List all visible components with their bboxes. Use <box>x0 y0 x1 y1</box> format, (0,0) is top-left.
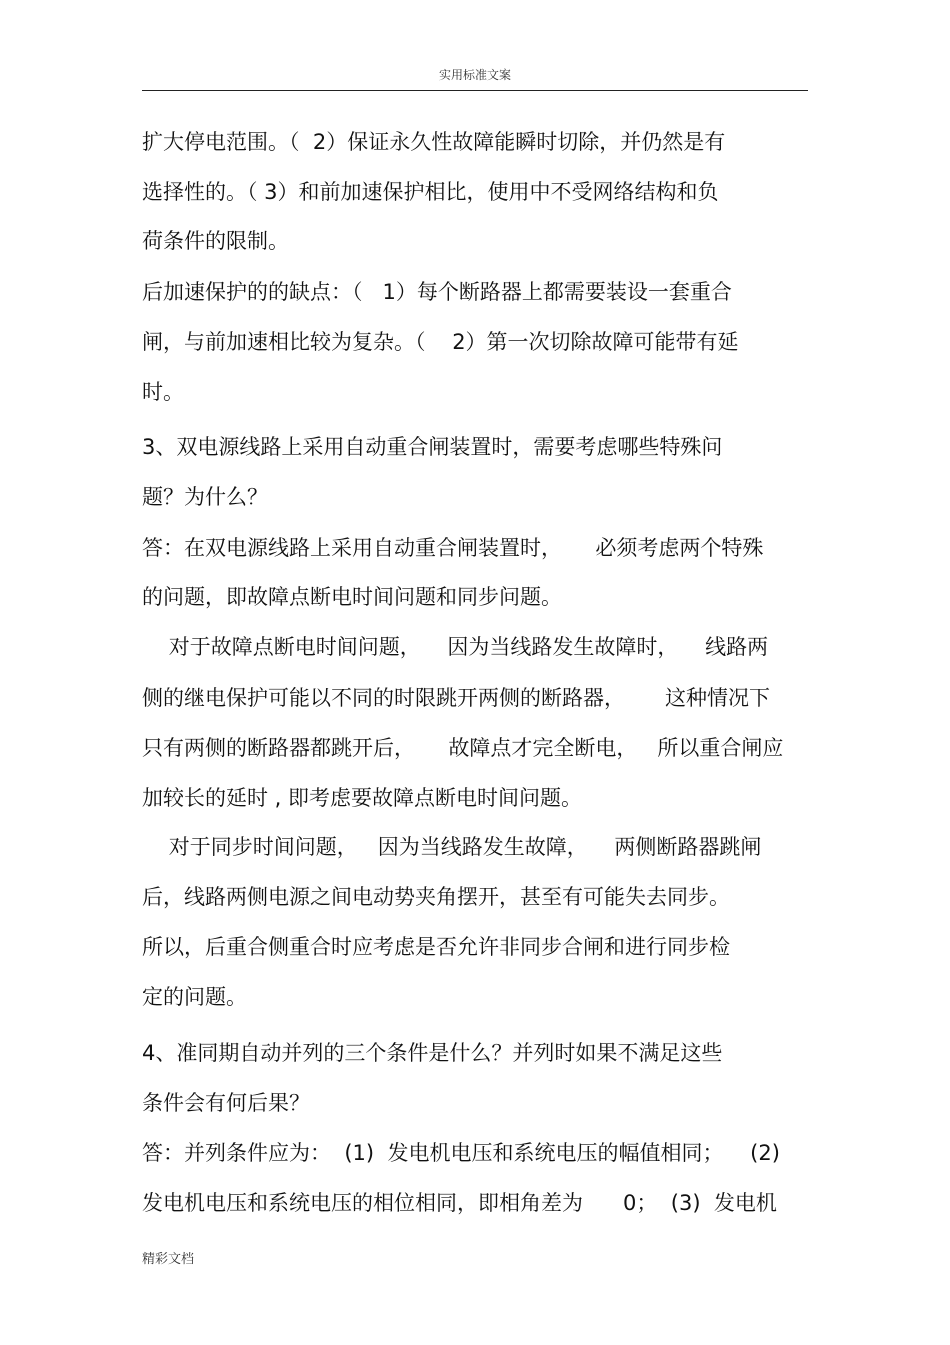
text-line: 3、双电源线路上采用自动重合闸装置时，需要考虑哪些特殊问 <box>142 435 723 459</box>
text-line: 的问题，即故障点断电时间问题和同步问题。 <box>142 585 562 609</box>
text-line: 荷条件的限制。 <box>142 229 289 253</box>
text-line: 发电机电压和系统电压的相位相同，即相角差为 0； (3) 发电机 <box>142 1191 777 1215</box>
text-line: 定的问题。 <box>142 985 247 1009</box>
text-line: 只有两侧的断路器都跳开后， 故障点才完全断电， 所以重合闸应 <box>142 736 784 760</box>
text-line: 闸，与前加速相比较为复杂。（ 2）第一次切除故障可能带有延 <box>142 330 739 354</box>
text-line: 题？为什么？ <box>142 485 268 509</box>
page-footer: 精彩文档 <box>142 1252 195 1267</box>
text-line: 条件会有何后果？ <box>142 1091 310 1115</box>
text-line: 对于同步时间问题， 因为当线路发生故障， 两侧断路器跳闸 <box>142 835 762 859</box>
text-line: 加较长的延时 , 即考虑要故障点断电时间问题。 <box>142 786 583 810</box>
text-line: 扩大停电范围。（ 2）保证永久性故障能瞬时切除，并仍然是有 <box>142 130 726 154</box>
text-line: 对于故障点断电时间问题， 因为当线路发生故障时， 线路两 <box>142 635 769 659</box>
text-line: 侧的继电保护可能以不同的时限跳开两侧的断路器， 这种情况下 <box>142 686 771 710</box>
text-line: 所以，后重合侧重合时应考虑是否允许非同步合闸和进行同步检 <box>142 935 730 959</box>
text-line: 选择性的。（ 3）和前加速保护相比，使用中不受网络结构和负 <box>142 180 719 204</box>
text-line: 后，线路两侧电源之间电动势夹角摆开，甚至有可能失去同步。 <box>142 885 730 909</box>
header-divider <box>142 90 808 91</box>
text-line: 答：在双电源线路上采用自动重合闸装置时， 必须考虑两个特殊 <box>142 536 764 560</box>
text-line: 后加速保护的的缺点：（ 1）每个断路器上都需要装设一套重合 <box>142 280 732 304</box>
text-line: 答：并列条件应为： (1) 发电机电压和系统电压的幅值相同； (2) <box>142 1141 780 1165</box>
page-header-title: 实用标准文案 <box>438 68 511 82</box>
text-line: 4、准同期自动并列的三个条件是什么？并列时如果不满足这些 <box>142 1041 723 1065</box>
text-line: 时。 <box>142 380 184 404</box>
